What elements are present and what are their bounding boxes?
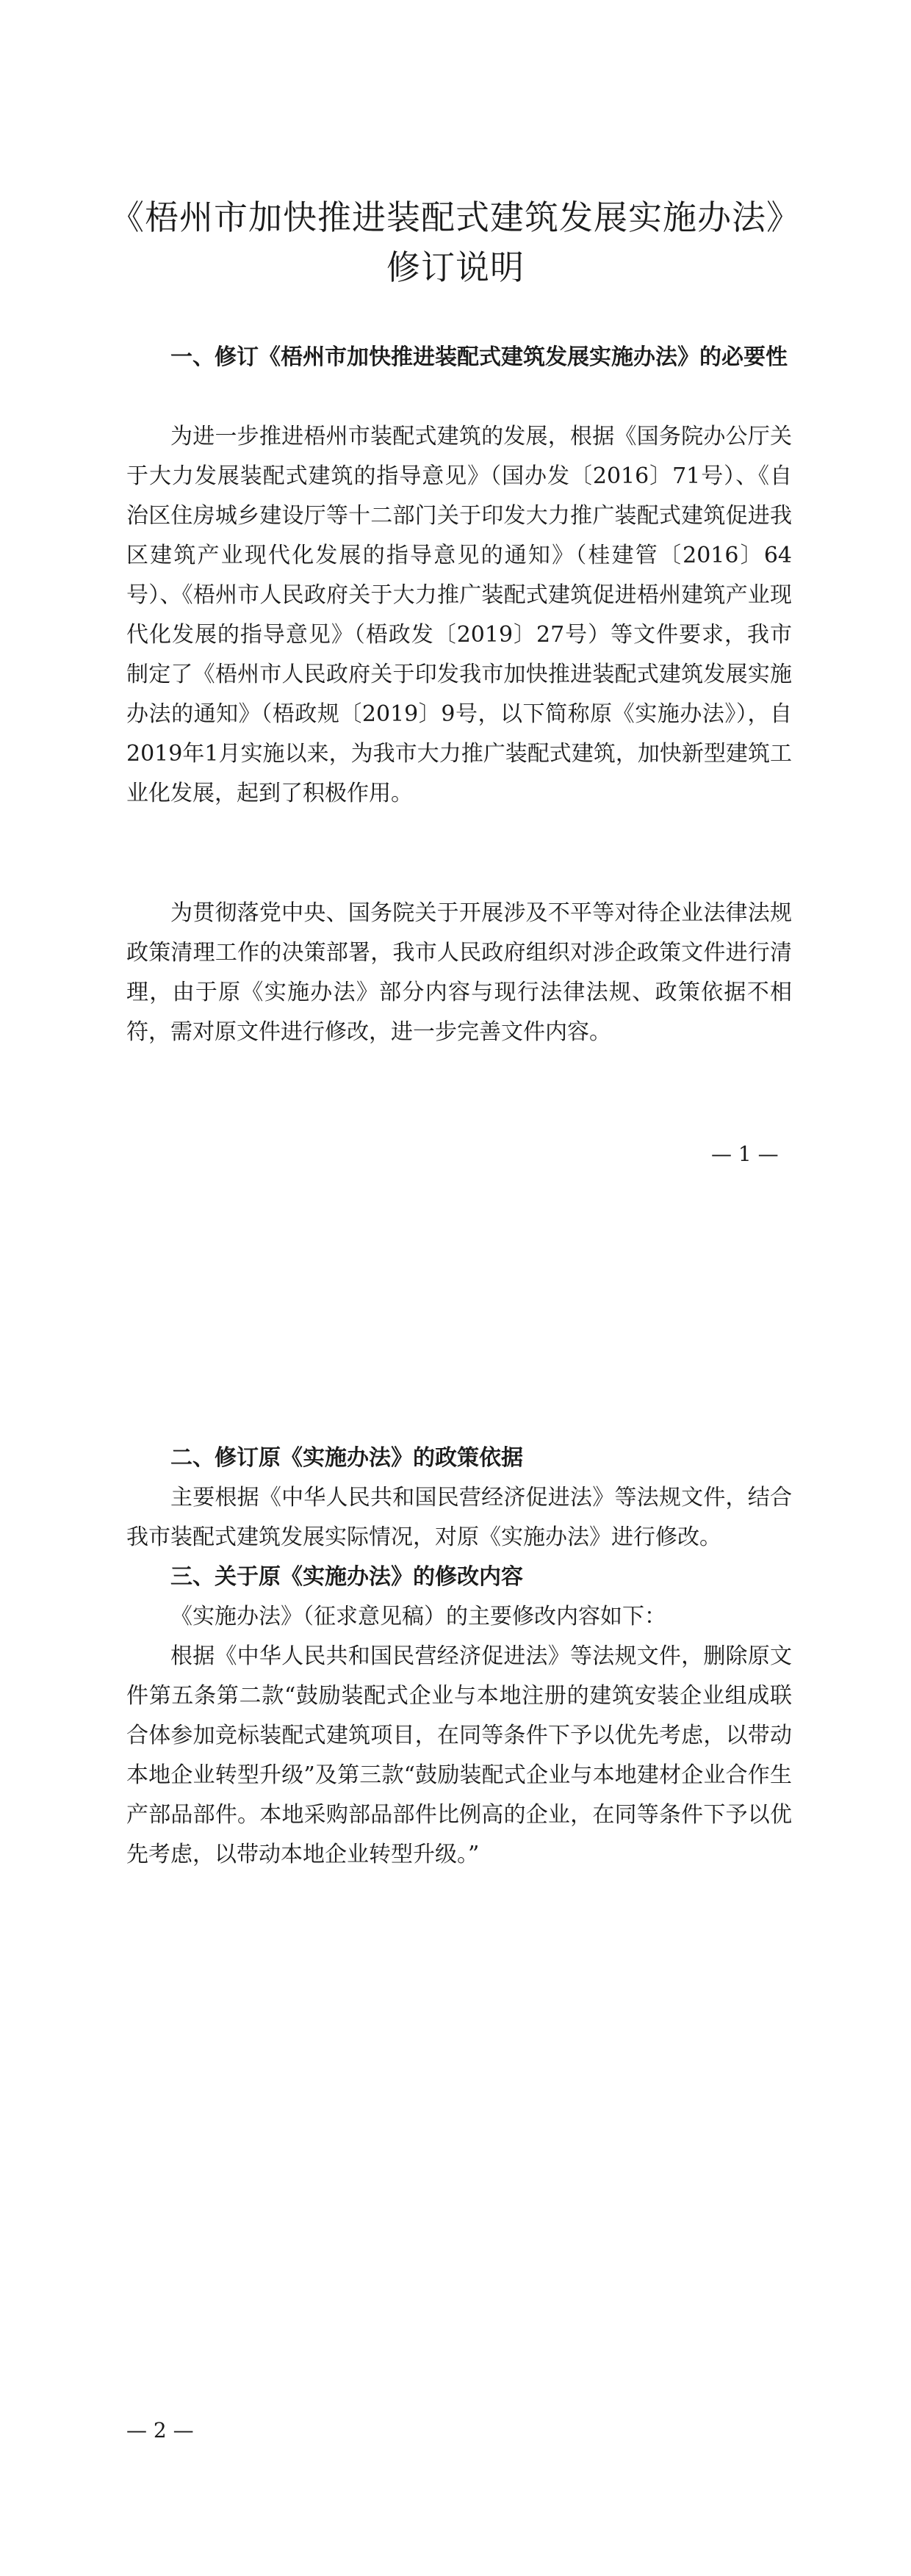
paragraph-1: 为进一步推进梧州市装配式建筑的发展，根据《国务院办公厅关于大力发展装配式建筑的指导意见》（国办发〔2016〕71号）、《自治区住房城乡建设厅等十二部门关于印发大力推广装配式建筑促进我区建筑产业现代化发展的指导意见的通知》（桂建管〔2016〕64号）、《梧州市人民政府关于大力推广装配式建筑促进梧州建筑产业现代化发展的指导意见》（梧政发〔2019〕27号）等文件要求，我市制定了《梧州市人民政府关于印发我市加快推进装配式建筑发展实施办法的通知》（梧政规〔2019〕9号，以下简称原《实施办法》），自2019年1月实施以来，为我市大力推广装配式建筑，加快新型建筑工业化发展，起到了积极作用。 xyxy=(126,424,792,806)
document-page-2 xyxy=(0,1288,911,2576)
section-heading-2: 二、修订原《实施办法》的政策依据 xyxy=(170,1445,523,1471)
page-number-2: — 2 — xyxy=(126,2418,194,2442)
page-number-1: — 1 — xyxy=(711,1142,779,1166)
document-subtitle: 修订说明 xyxy=(386,247,525,287)
paragraph-4: 《实施办法》（征求意见稿）的主要修改内容如下： xyxy=(170,1604,666,1629)
document-title: 《梧州市加快推进装配式建筑发展实施办法》 xyxy=(110,198,801,237)
paragraph-5: 根据《中华人民共和国民营经济促进法》等法规文件，删除原文件第五条第二款“鼓励装配式企业与本地注册的建筑安装企业组成联合体参加竞标装配式建筑项目，在同等条件下予以优先考虑，以带动本地企业转型升级”及第三款“鼓励装配式企业与本地建材企业合作生产部品部件。本地采购部品部件比例高的企业，在同等条件下予以优先考虑，以带动本地企业转型升级。” xyxy=(126,1643,792,1867)
section-heading-1: 一、修订《梧州市加快推进装配式建筑发展实施办法》的必要性 xyxy=(170,344,788,370)
paragraph-2: 为贯彻落党中央、国务院关于开展涉及不平等对待企业法律法规政策清理工作的决策部署，我市人民政府组织对涉企政策文件进行清理，由于原《实施办法》部分内容与现行法律法规、政策依据不相符，需对原文件进行修改，进一步完善文件内容。 xyxy=(126,900,792,1045)
section-heading-3: 三、关于原《实施办法》的修改内容 xyxy=(170,1564,523,1590)
paragraph-3: 主要根据《中华人民共和国民营经济促进法》等法规文件，结合我市装配式建筑发展实际情况，对原《实施办法》进行修改。 xyxy=(126,1485,792,1550)
